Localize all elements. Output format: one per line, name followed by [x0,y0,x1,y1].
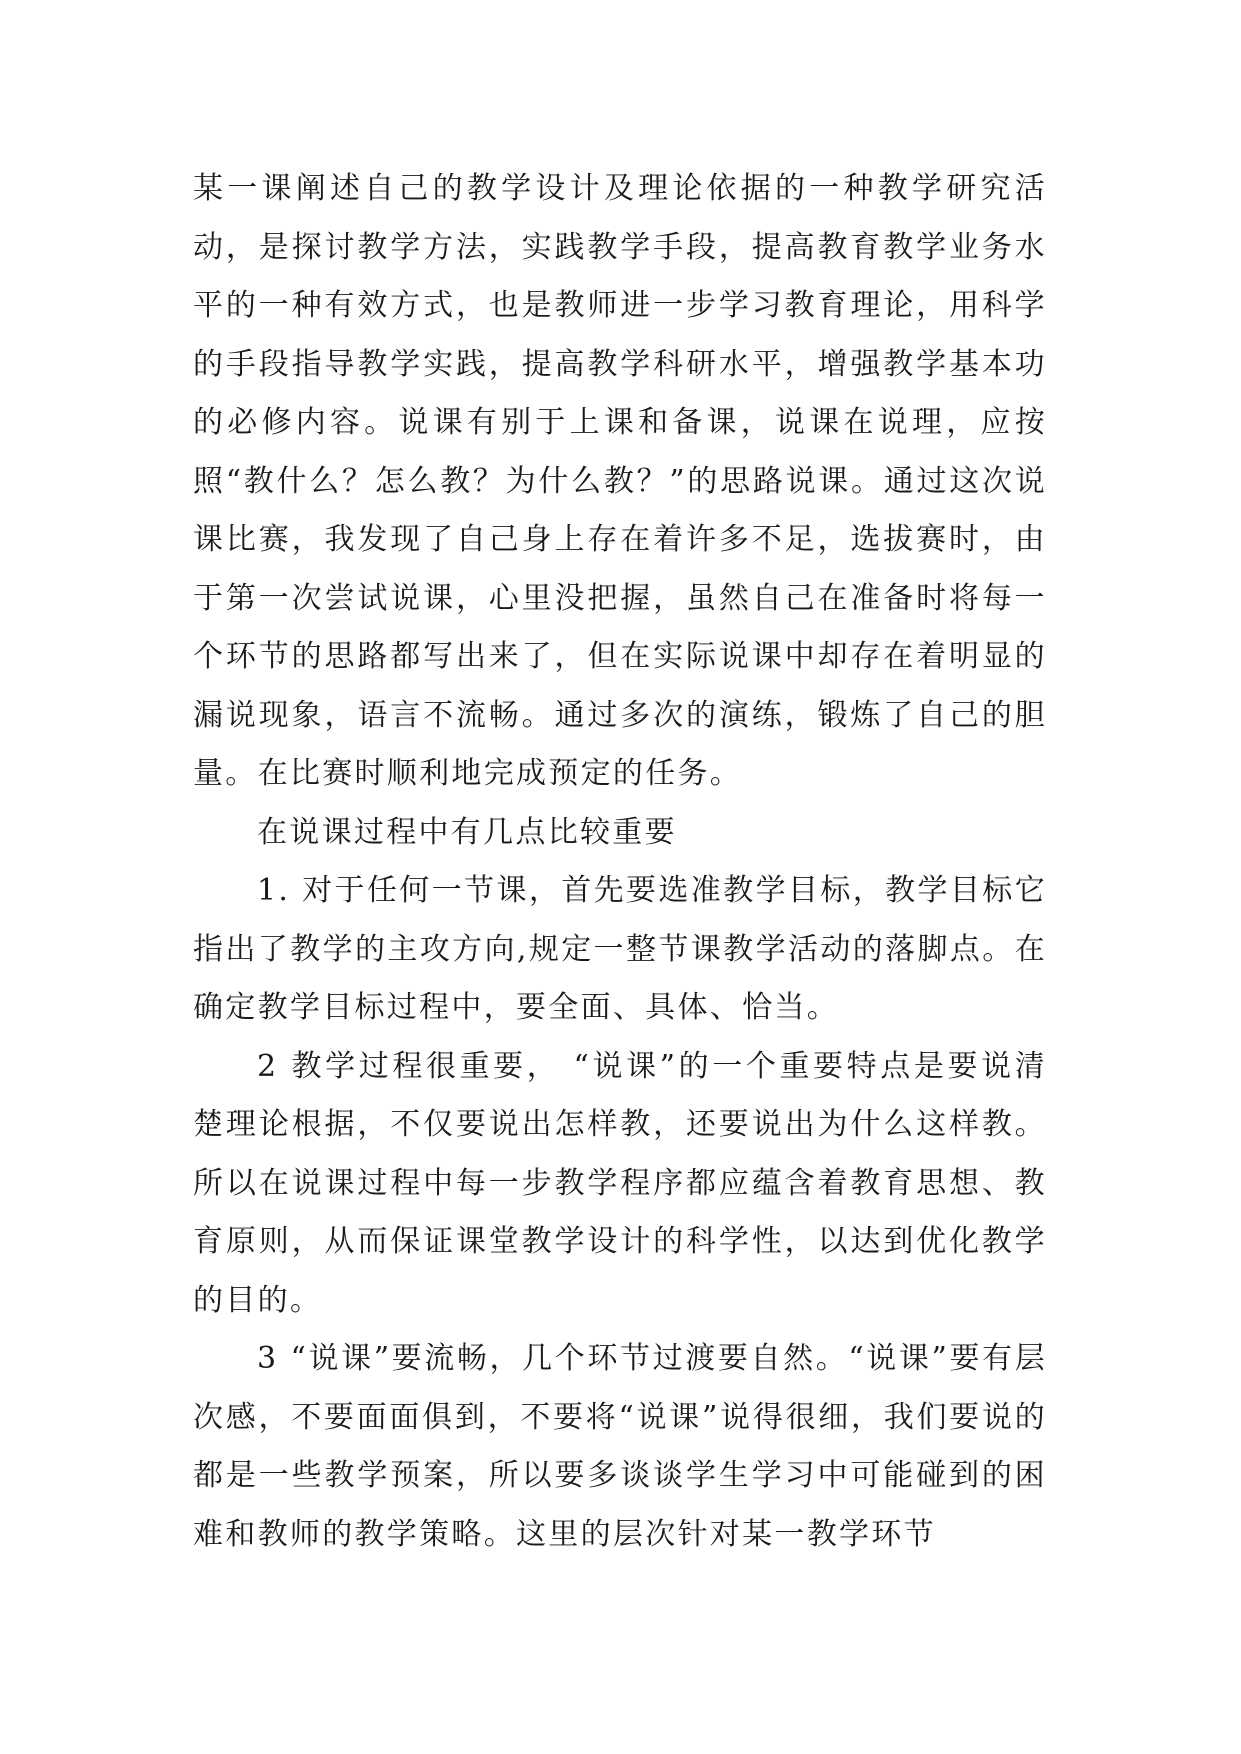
paragraph-point-2: 2 教学过程很重要， “说课”的一个重要特点是要说清楚理论根据，不仅要说出怎样教，还要说出为什么这样教。所以在说课过程中每一步教学程序都应蕴含着教育思想、教育原则，从而保证课堂教学设计的科学性，以达到优化教学的目的。 [193,1048,1047,1318]
paragraph-heading: 在说课过程中有几点比较重要 [257,814,677,850]
paragraph-point-1: 1. 对于任何一节课，首先要选准教学目标，教学目标它指出了教学的主攻方向,规定一整节课教学活动的落脚点。在确定教学目标过程中，要全面、具体、恰当。 [193,873,1047,1025]
paragraph-intro: 某一课阐述自己的教学设计及理论依据的一种教学研究活动，是探讨教学方法，实践教学手段，提高教育教学业务水平的一种有效方式，也是教师进一步学习教育理论，用科学的手段指导教学实践，提高教学科研水平，增强教学基本功的必修内容。说课有别于上课和备课，说课在说理，应按照“教什么？怎么教？为什么教？”的思路说课。通过这次说课比赛，我发现了自己身上存在着许多不足，选拔赛时，由于第一次尝试说课，心里没把握，虽然自己在准备时将每一个环节的思路都写出来了，但在实际说课中却存在着明显的漏说现象，语言不流畅。通过多次的演练，锻炼了自己的胆量。在比赛时顺利地完成预定的任务。 [193,171,1047,791]
paragraph-point-3: 3 “说课”要流畅，几个环节过渡要自然。“说课”要有层次感，不要面面俱到，不要将“说课”说得很细，我们要说的都是一些教学预案，所以要多谈谈学生学习中可能碰到的困难和教师的教学策略。这里的层次针对某一教学环节 [193,1341,1047,1552]
document-body [193,160,1047,1564]
